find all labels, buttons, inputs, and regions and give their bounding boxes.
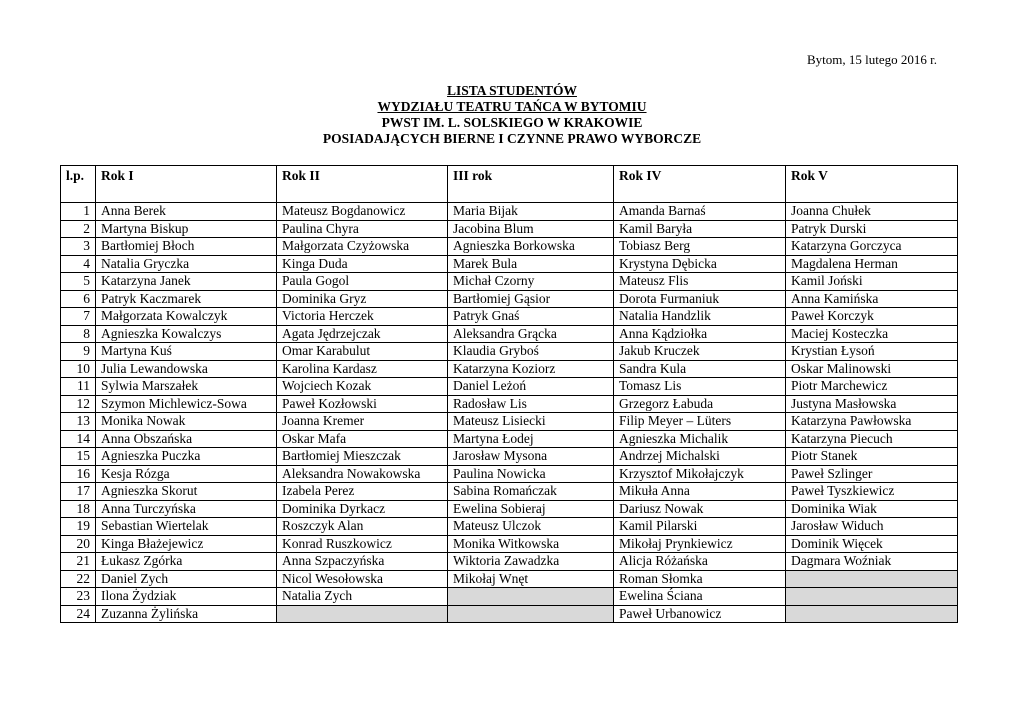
table-row (61, 273, 958, 291)
table-row (61, 465, 958, 483)
header-rok-4: Rok IV (614, 166, 786, 203)
cell-rok-3: Mateusz Ulczok (448, 518, 614, 536)
cell-rok-3: Martyna Łodej (448, 430, 614, 448)
cell-rok-4: Kamil Pilarski (614, 518, 786, 536)
cell-rok-3: Maria Bijak (448, 203, 614, 221)
cell-lp: 10 (61, 360, 96, 378)
cell-rok-4: Filip Meyer – Lüters (614, 413, 786, 431)
cell-rok-5: Katarzyna Gorczyca (786, 238, 958, 256)
cell-rok-1: Anna Obszańska (96, 430, 277, 448)
table-row (61, 518, 958, 536)
table-row (61, 605, 958, 623)
cell-rok-2: Anna Szpaczyńska (277, 553, 448, 571)
cell-rok-5: Magdalena Herman (786, 255, 958, 273)
cell-rok-3 (448, 605, 614, 623)
cell-rok-5: Dominik Więcek (786, 535, 958, 553)
cell-rok-2: Paula Gogol (277, 273, 448, 291)
cell-lp: 2 (61, 220, 96, 238)
cell-lp: 15 (61, 448, 96, 466)
cell-rok-1: Zuzanna Żylińska (96, 605, 277, 623)
table-row (61, 343, 958, 361)
cell-rok-3: Mikołaj Wnęt (448, 570, 614, 588)
cell-rok-5 (786, 570, 958, 588)
cell-rok-3: Jarosław Mysona (448, 448, 614, 466)
cell-lp: 11 (61, 378, 96, 396)
cell-lp: 8 (61, 325, 96, 343)
table-row (61, 483, 958, 501)
cell-rok-2: Omar Karabulut (277, 343, 448, 361)
cell-rok-5: Katarzyna Pawłowska (786, 413, 958, 431)
table-row (61, 535, 958, 553)
cell-rok-5 (786, 588, 958, 606)
table-row (61, 238, 958, 256)
cell-rok-2: Małgorzata Czyżowska (277, 238, 448, 256)
cell-rok-3: Ewelina Sobieraj (448, 500, 614, 518)
cell-rok-3: Patryk Gnaś (448, 308, 614, 326)
cell-rok-5: Jarosław Widuch (786, 518, 958, 536)
cell-rok-1: Daniel Zych (96, 570, 277, 588)
cell-lp: 7 (61, 308, 96, 326)
cell-rok-1: Julia Lewandowska (96, 360, 277, 378)
cell-rok-2: Wojciech Kozak (277, 378, 448, 396)
cell-rok-3 (448, 588, 614, 606)
document-heading (0, 83, 1024, 147)
cell-rok-3: Monika Witkowska (448, 535, 614, 553)
cell-rok-2: Nicol Wesołowska (277, 570, 448, 588)
cell-rok-5: Kamil Joński (786, 273, 958, 291)
cell-rok-3: Paulina Nowicka (448, 465, 614, 483)
cell-rok-1: Sebastian Wiertelak (96, 518, 277, 536)
cell-rok-2: Konrad Ruszkowicz (277, 535, 448, 553)
cell-rok-2: Natalia Zych (277, 588, 448, 606)
cell-rok-1: Sylwia Marszałek (96, 378, 277, 396)
table-row (61, 220, 958, 238)
cell-rok-4: Andrzej Michalski (614, 448, 786, 466)
cell-rok-4: Anna Kądziołka (614, 325, 786, 343)
header-rok-1: Rok I (96, 166, 277, 203)
cell-rok-5: Dominika Wiak (786, 500, 958, 518)
cell-rok-4: Tomasz Lis (614, 378, 786, 396)
cell-lp: 5 (61, 273, 96, 291)
students-table (60, 165, 958, 623)
place-date: Bytom, 15 lutego 2016 r. (807, 52, 937, 67)
table-row (61, 325, 958, 343)
header-rok-2: Rok II (277, 166, 448, 203)
cell-rok-5: Maciej Kosteczka (786, 325, 958, 343)
cell-rok-3: Jacobina Blum (448, 220, 614, 238)
table-header-row (61, 166, 958, 203)
cell-lp: 16 (61, 465, 96, 483)
heading-line-4: POSIADAJĄCYCH BIERNE I CZYNNE PRAWO WYBORCZE (322, 131, 702, 146)
cell-rok-4: Krystyna Dębicka (614, 255, 786, 273)
cell-rok-3: Agnieszka Borkowska (448, 238, 614, 256)
table-row (61, 378, 958, 396)
cell-rok-5: Patryk Durski (786, 220, 958, 238)
cell-rok-1: Małgorzata Kowalczyk (96, 308, 277, 326)
cell-rok-5: Paweł Korczyk (786, 308, 958, 326)
cell-rok-4: Natalia Handzlik (614, 308, 786, 326)
table-body (61, 203, 958, 623)
table-row (61, 570, 958, 588)
cell-rok-5: Paweł Tyszkiewicz (786, 483, 958, 501)
cell-rok-1: Martyna Kuś (96, 343, 277, 361)
cell-rok-2: Aleksandra Nowakowska (277, 465, 448, 483)
cell-rok-2: Paulina Chyra (277, 220, 448, 238)
cell-rok-5: Piotr Stanek (786, 448, 958, 466)
cell-rok-1: Szymon Michlewicz-Sowa (96, 395, 277, 413)
cell-rok-3: Sabina Romańczak (448, 483, 614, 501)
cell-rok-4: Kamil Baryła (614, 220, 786, 238)
cell-rok-2: Victoria Herczek (277, 308, 448, 326)
cell-rok-1: Bartłomiej Błoch (96, 238, 277, 256)
cell-rok-2: Izabela Perez (277, 483, 448, 501)
cell-rok-5: Katarzyna Piecuch (786, 430, 958, 448)
cell-rok-5: Piotr Marchewicz (786, 378, 958, 396)
cell-lp: 20 (61, 535, 96, 553)
cell-rok-2 (277, 605, 448, 623)
cell-rok-5: Justyna Masłowska (786, 395, 958, 413)
cell-rok-2: Oskar Mafa (277, 430, 448, 448)
cell-lp: 24 (61, 605, 96, 623)
cell-rok-5: Joanna Chułek (786, 203, 958, 221)
cell-rok-3: Bartłomiej Gąsior (448, 290, 614, 308)
cell-rok-1: Kesja Rózga (96, 465, 277, 483)
cell-lp: 4 (61, 255, 96, 273)
cell-rok-4: Mikuła Anna (614, 483, 786, 501)
cell-rok-3: Michał Czorny (448, 273, 614, 291)
cell-rok-2: Roszczyk Alan (277, 518, 448, 536)
table-row (61, 430, 958, 448)
cell-rok-1: Monika Nowak (96, 413, 277, 431)
cell-rok-1: Katarzyna Janek (96, 273, 277, 291)
cell-rok-2: Agata Jędrzejczak (277, 325, 448, 343)
heading-line-3: PWST IM. L. SOLSKIEGO W KRAKOWIE (381, 115, 643, 130)
cell-lp: 17 (61, 483, 96, 501)
cell-rok-1: Anna Turczyńska (96, 500, 277, 518)
cell-rok-4: Tobiasz Berg (614, 238, 786, 256)
cell-rok-5 (786, 605, 958, 623)
cell-rok-3: Wiktoria Zawadzka (448, 553, 614, 571)
cell-rok-4: Mikołaj Prynkiewicz (614, 535, 786, 553)
cell-rok-4: Alicja Różańska (614, 553, 786, 571)
cell-rok-4: Jakub Kruczek (614, 343, 786, 361)
cell-rok-2: Mateusz Bogdanowicz (277, 203, 448, 221)
cell-rok-5: Anna Kamińska (786, 290, 958, 308)
cell-rok-4: Dariusz Nowak (614, 500, 786, 518)
cell-rok-2: Joanna Kremer (277, 413, 448, 431)
cell-rok-4: Ewelina Ściana (614, 588, 786, 606)
cell-rok-4: Dorota Furmaniuk (614, 290, 786, 308)
cell-lp: 14 (61, 430, 96, 448)
cell-lp: 23 (61, 588, 96, 606)
cell-rok-4: Roman Słomka (614, 570, 786, 588)
cell-lp: 6 (61, 290, 96, 308)
cell-rok-3: Aleksandra Grącka (448, 325, 614, 343)
cell-rok-2: Kinga Duda (277, 255, 448, 273)
table-row (61, 500, 958, 518)
cell-rok-4: Paweł Urbanowicz (614, 605, 786, 623)
cell-rok-2: Dominika Gryz (277, 290, 448, 308)
table-row (61, 203, 958, 221)
cell-rok-4: Sandra Kula (614, 360, 786, 378)
cell-rok-4: Grzegorz Łabuda (614, 395, 786, 413)
cell-rok-1: Łukasz Zgórka (96, 553, 277, 571)
cell-rok-4: Amanda Barnaś (614, 203, 786, 221)
header-rok-3: III rok (448, 166, 614, 203)
cell-lp: 9 (61, 343, 96, 361)
header-lp: l.p. (61, 166, 96, 203)
cell-rok-5: Paweł Szlinger (786, 465, 958, 483)
cell-rok-5: Dagmara Woźniak (786, 553, 958, 571)
cell-rok-3: Mateusz Lisiecki (448, 413, 614, 431)
cell-rok-5: Krystian Łysoń (786, 343, 958, 361)
cell-rok-5: Oskar Malinowski (786, 360, 958, 378)
cell-rok-3: Marek Bula (448, 255, 614, 273)
table-row (61, 413, 958, 431)
heading-line-2: WYDZIAŁU TEATRU TAŃCA W BYTOMIU (377, 99, 647, 114)
table-row (61, 588, 958, 606)
cell-rok-3: Radosław Lis (448, 395, 614, 413)
cell-rok-1: Anna Berek (96, 203, 277, 221)
cell-lp: 22 (61, 570, 96, 588)
cell-rok-1: Agnieszka Kowalczys (96, 325, 277, 343)
table-row (61, 308, 958, 326)
cell-rok-3: Daniel Leżoń (448, 378, 614, 396)
cell-rok-1: Patryk Kaczmarek (96, 290, 277, 308)
cell-rok-1: Kinga Błażejewicz (96, 535, 277, 553)
table-row (61, 360, 958, 378)
table-row (61, 255, 958, 273)
cell-rok-3: Katarzyna Koziorz (448, 360, 614, 378)
cell-lp: 13 (61, 413, 96, 431)
cell-rok-4: Mateusz Flis (614, 273, 786, 291)
table-row (61, 290, 958, 308)
cell-rok-1: Agnieszka Skorut (96, 483, 277, 501)
table-row (61, 448, 958, 466)
cell-rok-3: Klaudia Gryboś (448, 343, 614, 361)
cell-rok-1: Agnieszka Puczka (96, 448, 277, 466)
cell-rok-4: Agnieszka Michalik (614, 430, 786, 448)
cell-rok-1: Martyna Biskup (96, 220, 277, 238)
cell-lp: 3 (61, 238, 96, 256)
cell-rok-2: Paweł Kozłowski (277, 395, 448, 413)
heading-line-1: LISTA STUDENTÓW (447, 83, 577, 98)
cell-lp: 19 (61, 518, 96, 536)
cell-rok-4: Krzysztof Mikołajczyk (614, 465, 786, 483)
cell-rok-1: Natalia Gryczka (96, 255, 277, 273)
cell-lp: 1 (61, 203, 96, 221)
table-row (61, 395, 958, 413)
cell-rok-1: Ilona Żydziak (96, 588, 277, 606)
cell-lp: 21 (61, 553, 96, 571)
cell-lp: 12 (61, 395, 96, 413)
table-row (61, 553, 958, 571)
header-rok-5: Rok V (786, 166, 958, 203)
cell-rok-2: Dominika Dyrkacz (277, 500, 448, 518)
cell-lp: 18 (61, 500, 96, 518)
cell-rok-2: Karolina Kardasz (277, 360, 448, 378)
cell-rok-2: Bartłomiej Mieszczak (277, 448, 448, 466)
